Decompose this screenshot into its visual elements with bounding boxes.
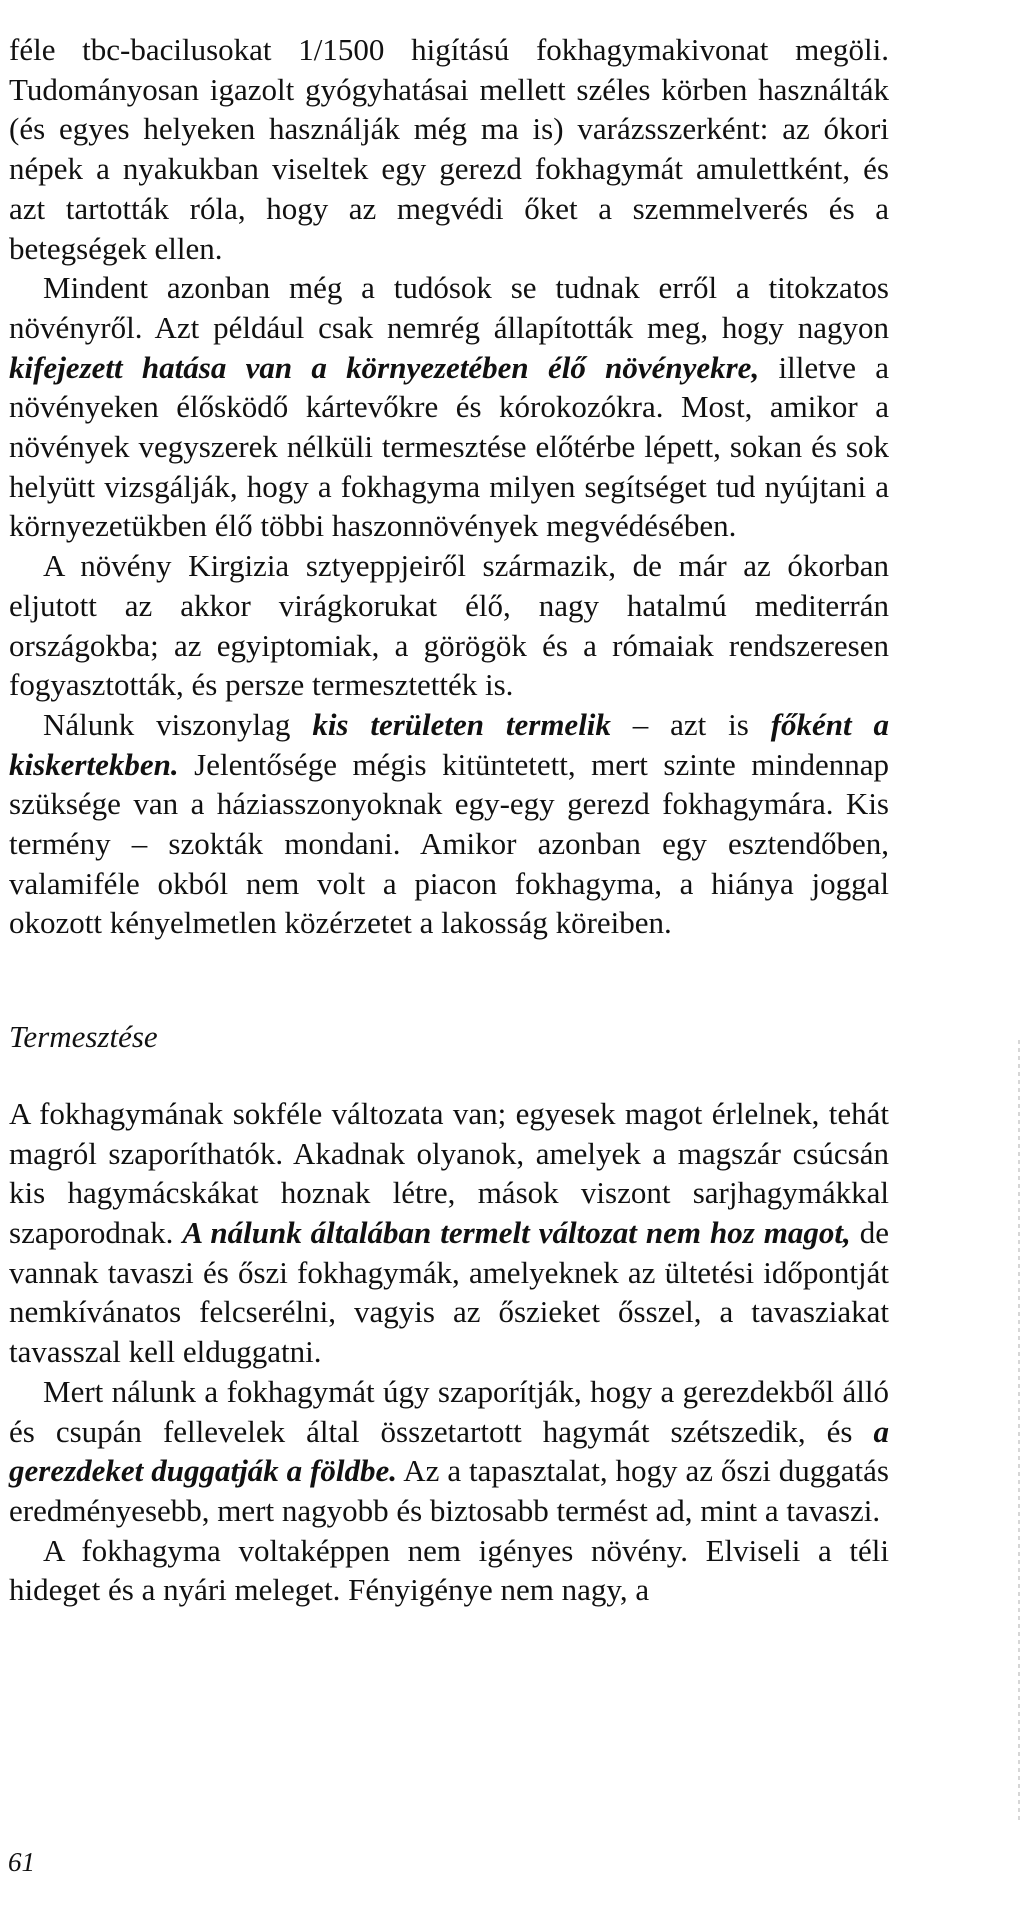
emphasized-text: főként a kiskertekben.: [9, 706, 890, 782]
paragraph: [9, 30, 889, 268]
paragraph: [9, 1372, 889, 1531]
paragraph-text: A fokhagyma voltaképpen nem igényes növény. Elviseli a téli hideget és a nyári meleget. Fényigénye nem nagy, a: [9, 1532, 889, 1608]
margin-scan-marks: [1018, 1040, 1020, 1820]
paragraph-text: illetve a növényeken élősködő kártevőkre és kórokozókra. Most, amikor a növények vegyszerek nélküli termesztése előtérbe lépett, sokan és sok helyütt vizsgálják, hogy a fokhagyma milyen segítséget tud nyújtani a környezetükben élő többi haszonnövények megvédésében.: [9, 349, 889, 544]
paragraph-text: A növény Kirgizia sztyeppjeiről származik, de már az ókorban eljutott az akkor virágkorukat élő, nagy hatalmú mediterrán országokba; az egyiptomiak, a görögök és a rómaiak rendszeresen fogyasztották, és persze termesztették is.: [9, 548, 889, 703]
paragraph: [9, 546, 889, 705]
text-block-bottom: [9, 1094, 889, 1610]
paragraph: [9, 1531, 889, 1610]
paragraph: [9, 1094, 889, 1372]
emphasized-text: kis területen termelik: [312, 706, 611, 742]
paragraph-text: Jelentősége mégis kitüntetett, mert szinte mindennap szüksége van a háziasszonyoknak egy-egy gerezd fokhagymára. Kis termény – szokták mondani. Amikor azonban egy esztendőben, valamiféle okból nem volt a piacon fokhagyma, a hiánya joggal okozott kényelmetlen közérzetet a lakosság köreiben.: [9, 746, 889, 941]
paragraph-text: Mert nálunk a fokhagymát úgy szaporítják, hogy a gerezdekből álló és csupán fellevelek által összetartott hagymát szétszedik, és: [9, 1373, 889, 1449]
paragraph-text: Nálunk viszonylag: [43, 706, 313, 742]
text-block-top: [9, 30, 889, 943]
paragraph-text: – azt is: [610, 706, 771, 742]
emphasized-text: kifejezett hatása van a környezetében élő növényekre,: [9, 349, 760, 385]
section-heading: Termesztése: [9, 1019, 158, 1055]
page-number: 61: [8, 1847, 35, 1877]
paragraph-text: A fokhagymának sokféle változata van; egyesek magot érlelnek, tehát magról szaporíthatók. Akadnak olyanok, amelyek a magszár csúcsán kis hagymácskákat hoznak létre, mások viszont sarjhagymákkal szaporodnak.: [9, 1095, 889, 1250]
paragraph: [9, 268, 889, 546]
emphasized-text: A nálunk általában termelt változat nem hoz magot,: [182, 1214, 851, 1250]
paragraph-text: Az a tapasztalat, hogy az őszi duggatás eredményesebb, mert nagyobb és biztosabb termést ad, mint a tavaszi.: [9, 1453, 889, 1528]
paragraph-text: Mindent azonban még a tudósok se tudnak erről a titokzatos növényről. Azt például csak nemrég állapították meg, hogy nagyon: [9, 270, 889, 345]
book-page: [9, 30, 889, 1610]
paragraph: [9, 705, 889, 943]
emphasized-text: a gerezdeket duggatják a földbe.: [9, 1413, 889, 1489]
paragraph-text: de vannak tavaszi és őszi fokhagymák, amelyeknek az ültetési időpontját nemkívánatos felcserélni, vagyis az őszieket ősszel, a tavasziakat tavasszal kell elduggatni.: [9, 1214, 890, 1370]
paragraph-text: féle tbc-bacilusokat 1/1500 higítású fokhagymakivonat megöli. Tudományosan igazolt gyógyhatásai mellett széles körben használták (és egyes helyeken használják még ma is) varázsszerként: az ókori népek a nyakukban viseltek egy gerezd fokhagymát amulettként, és azt tartották róla, hogy az megvédi őket a szemmelverés és a betegségek ellen.: [9, 32, 889, 266]
